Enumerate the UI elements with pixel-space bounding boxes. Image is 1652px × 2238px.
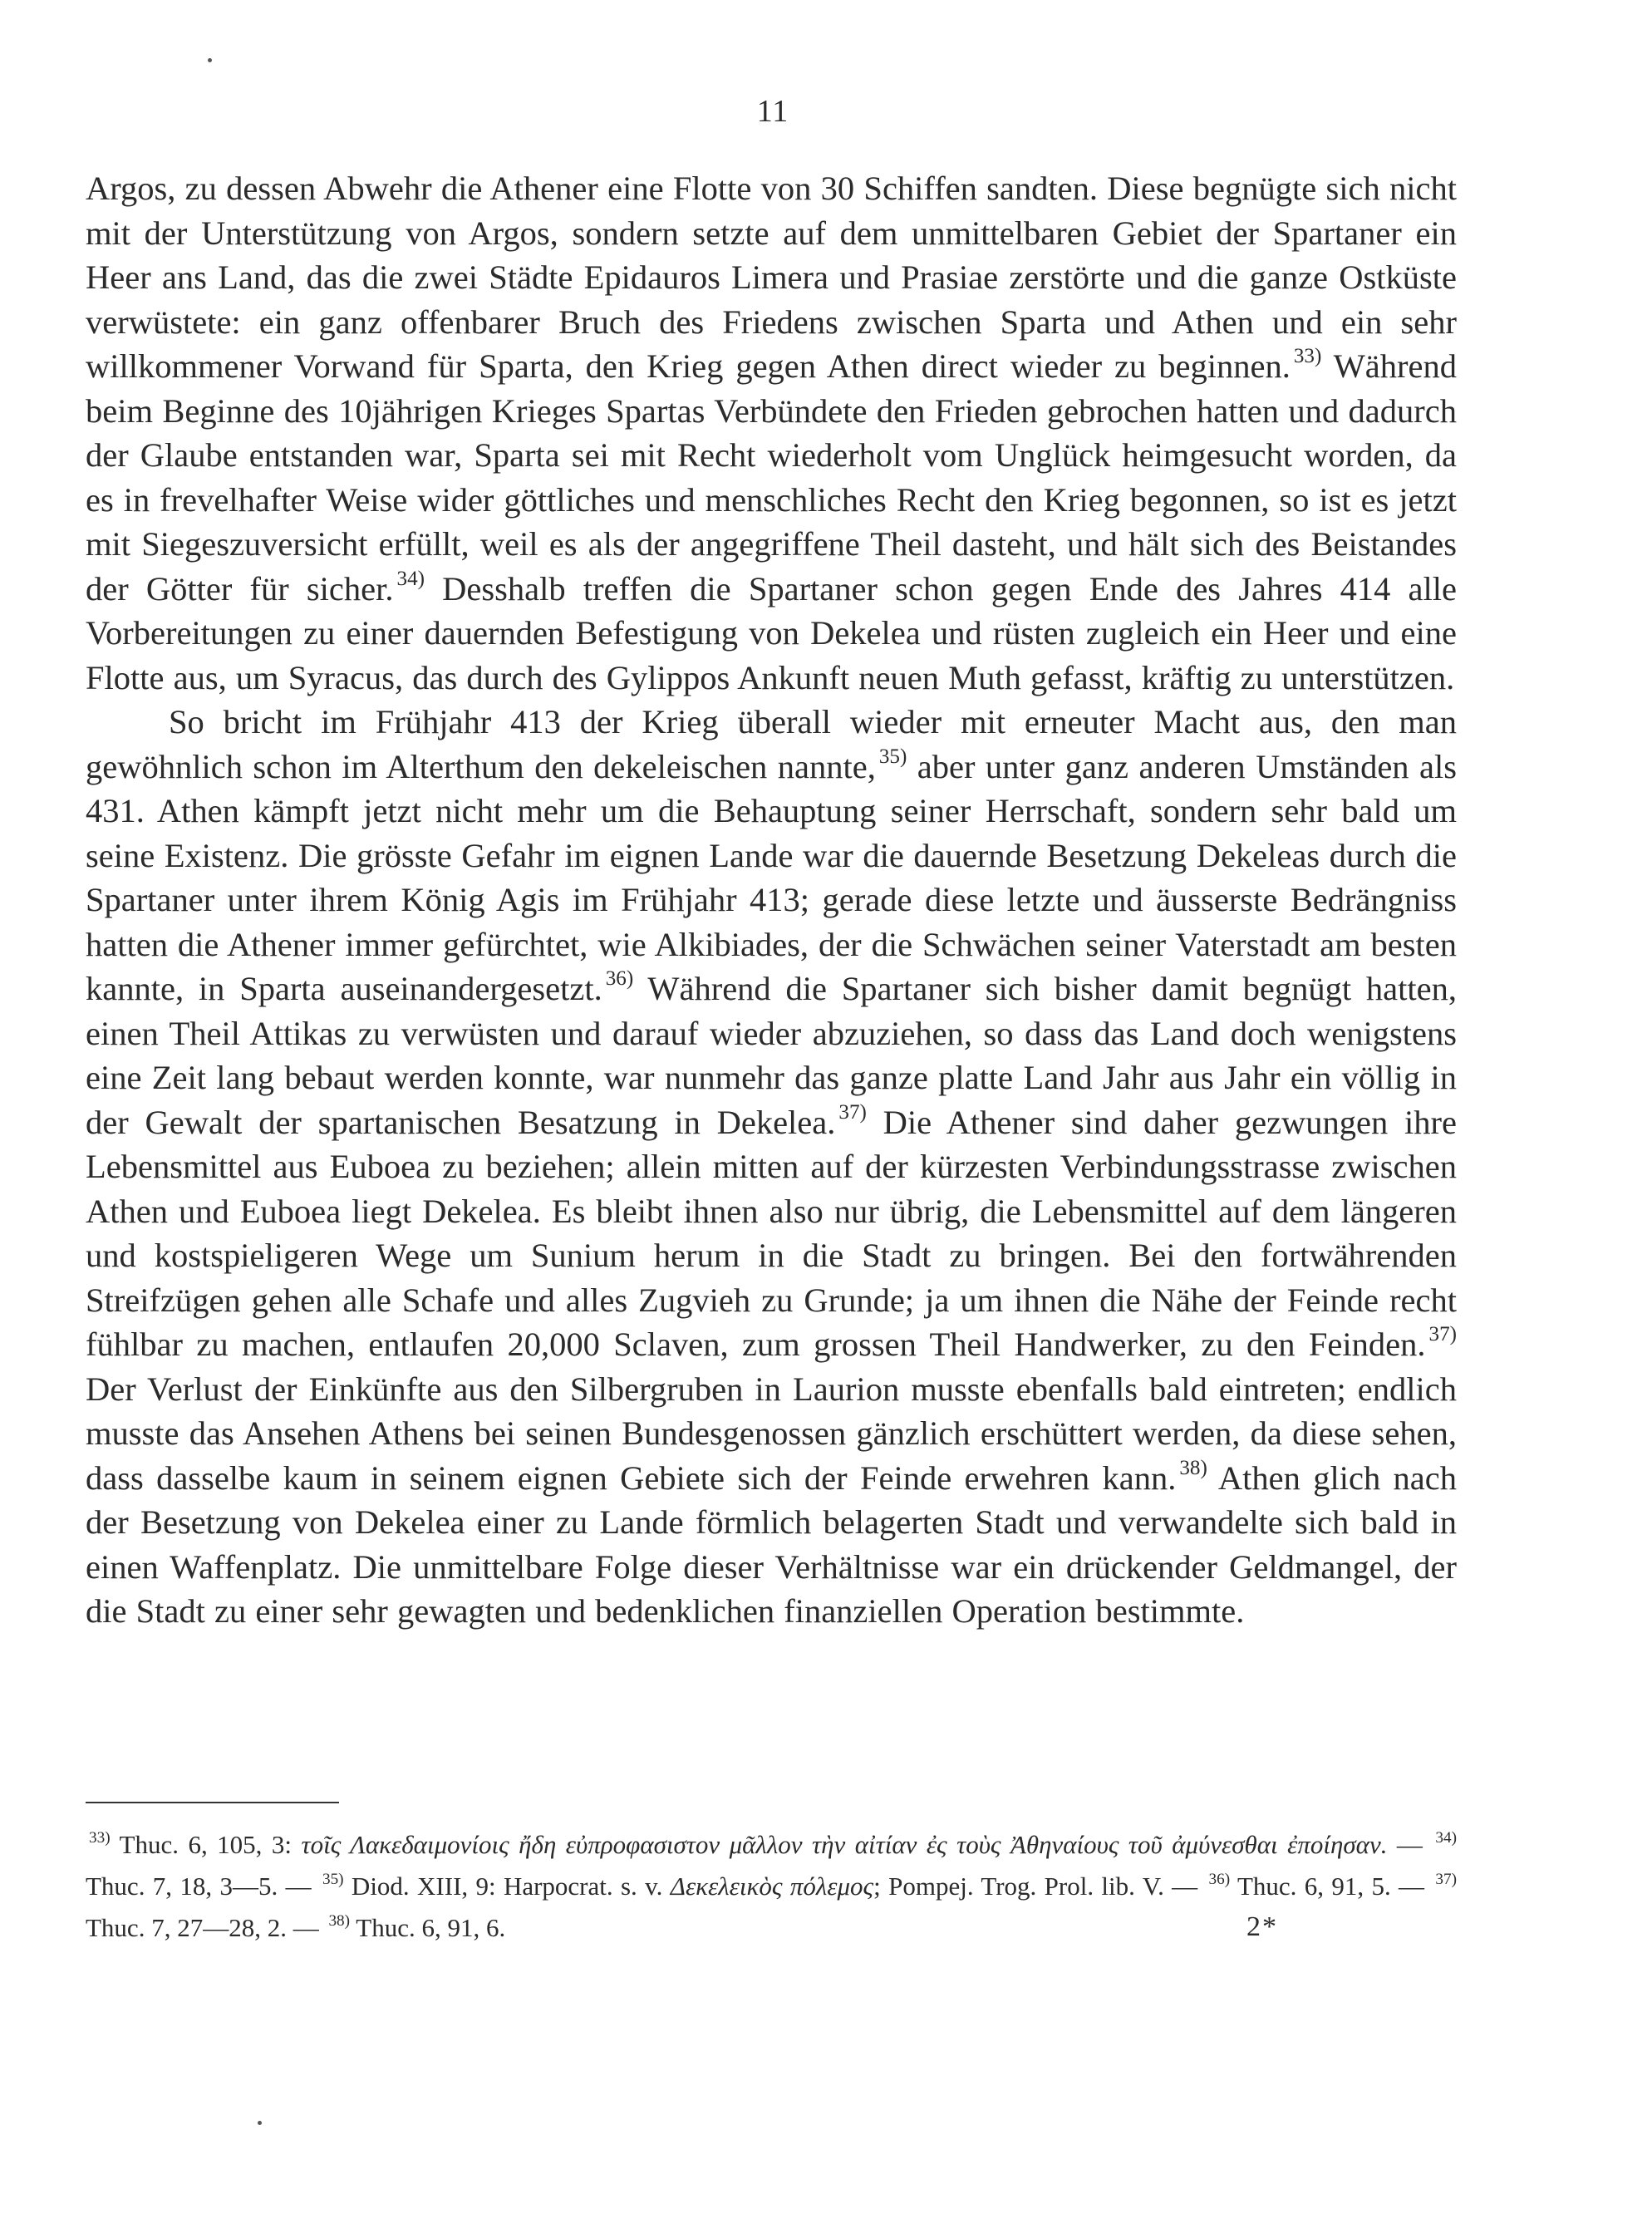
footnote-ref: 38): [328, 1911, 351, 1930]
text-run: Thuc. 7, 27—28, 2. —: [86, 1913, 326, 1942]
footnote-ref: 34): [396, 567, 425, 590]
footnote-ref: 37): [1435, 1870, 1458, 1888]
text-run: aber unter ganz anderen Umständen als 431. Athen kämpft jetzt nicht mehr um die Behauptung seiner Herrschaft, sondern sehr bald um seine Existenz. Die grösste Gefahr im eignen Lande war die dauernde Besetzung Dekeleas durch die Spartaner unter ihrem König Agis im Frühjahr 413; gerade diese letzte und äusserste Bedrängniss hatten die Athener immer gefürchtet, wie Alkibiades, der die Schwächen seiner Vaterstadt am besten kannte, in Sparta auseinandergesetzt.: [86, 747, 1457, 1007]
footnote-ref: 34): [1435, 1828, 1458, 1847]
footnote-ref: 36): [1208, 1870, 1231, 1888]
text-run: Athen glich nach der Besetzung von Dekelea einer zu Lande förmlich belagerten Stadt und verwandelte sich bald in einen Waffenplatz. Die unmittelbare Folge dieser Verhältnisse war ein drückender Geldmangel, der die Stadt zu einer sehr gewagten und bedenklichen finanziellen Operation bestimmte.: [86, 1458, 1457, 1630]
footnote-ref: 37): [1428, 1323, 1457, 1346]
paragraph: [86, 166, 1457, 700]
footnote-ref: 38): [1179, 1456, 1207, 1479]
text-run: Thuc. 6, 91, 6.: [350, 1913, 506, 1942]
footnote-ref: 35): [878, 745, 907, 768]
speck-mark: [208, 58, 212, 62]
text-run: Der Verlust der Einkünfte aus den Silbergruben in Laurion musste ebenfalls bald eintreten; endlich musste das Ansehen Athens bei seinen Bundesgenossen gänzlich erschüttert werden, da diese sehen, dass dasselbe kaum in seinem eignen Gebiete sich der Feinde erwehren kann.: [86, 1370, 1457, 1497]
text-run: So bricht im Frühjahr 413 der Krieg überall wieder mit erneuter Macht aus, den man gewöhnlich schon im Alterthum den dekeleischen nannte,: [86, 703, 1457, 785]
text-run: Desshalb treffen die Spartaner schon gegen Ende des Jahres 414 alle Vorbereitungen zu einer dauernden Befestigung von Dekelea und rüsten zugleich ein Heer und eine Flotte aus, um Syracus, das durch des Gylippos Ankunft neuen Muth gefasst, kräftig zu unterstützen.: [86, 569, 1457, 696]
greek-quote: τοῖς Λακεδαιμονίοις ἤδη εὐπροφασιστον μᾶλλον τὴν αἰτίαν ἐς τοὺς Ἀθηναίους τοῦ ἀμύνεσθαι ἐποίησαν.: [301, 1830, 1388, 1859]
footnote-divider: [86, 1802, 339, 1803]
signature-mark: 2*: [1246, 1911, 1278, 1942]
greek-quote: Δεκελεικὸς πόλεμος: [670, 1872, 874, 1901]
footnote-ref: 33): [1293, 345, 1322, 368]
text-run: Thuc. 6, 105, 3:: [110, 1830, 302, 1859]
text-run: Argos, zu dessen Abwehr die Athener eine Flotte von 30 Schiffen sandten. Diese begnügte sich nicht mit der Unterstützung von Argos, sondern setzte auf dem unmittelbaren Gebiet der Spartaner ein Heer ans Land, das die zwei Städte Epidauros Limera und Prasiae zerstörte und die ganze Ostküste verwüstete: ein ganz offenbarer Bruch des Friedens zwischen Sparta und Athen und ein sehr willkommener Vorwand für Sparta, den Krieg gegen Athen direct wieder zu beginnen.: [86, 170, 1457, 385]
text-run: Thuc. 6, 91, 5. —: [1230, 1872, 1433, 1901]
text-run: Während die Spartaner sich bisher damit begnügt hatten, einen Theil Attikas zu verwüsten und darauf wieder abzuziehen, so dass das Land doch wenigstens eine Zeit lang bebaut werden konnte, war nunmehr das ganze platte Land Jahr aus Jahr ein völlig in der Gewalt der spartanischen Besatzung in Dekelea.: [86, 970, 1457, 1141]
footnote-ref: 33): [89, 1828, 111, 1847]
text-run: Während beim Beginne des 10jährigen Krieges Spartas Verbündete den Frieden gebrochen hatten und dadurch der Glaube entstanden war, Sparta sei mit Recht wiederholt vom Unglück heimgesucht worden, da es in frevelhafter Weise wider göttliches und menschliches Recht den Krieg begonnen, so ist es jetzt mit Siegeszuversicht erfüllt, weil es als der angegriffene Theil dasteht, und hält sich des Beistandes der Götter für sicher.: [86, 347, 1457, 607]
text-run: Die Athener sind daher gezwungen ihre Lebensmittel aus Euboea zu beziehen; allein mitten auf der kürzesten Verbindungsstrasse zwischen Athen und Euboea liegt Dekelea. Es bleibt ihnen also nur übrig, die Lebensmittel auf dem längeren und kostspieligeren Wege um Sunium herum in die Stadt zu bringen. Bei den fortwährenden Streifzügen gehen alle Schafe und alles Zugvieh zu Grunde; ja um ihnen die Nähe der Feinde recht fühlbar zu machen, entlaufen 20,000 Sclaven, zum grossen Theil Handwerker, zu den Feinden.: [86, 1103, 1457, 1363]
page-number: 11: [756, 94, 789, 129]
paragraph: [86, 700, 1457, 1634]
speck-mark: [258, 2121, 262, 2125]
text-run: ; Pompej. Trog. Prol. lib. V. —: [873, 1872, 1206, 1901]
footnote-ref: 37): [838, 1100, 867, 1124]
body-text: [86, 166, 1457, 1634]
footnote-ref: 35): [322, 1870, 344, 1888]
footnote-ref: 36): [605, 967, 634, 991]
text-run: Thuc. 7, 18, 3—5. —: [86, 1872, 319, 1901]
text-run: Diod. XIII, 9: Harpocrat. s. v.: [343, 1872, 671, 1901]
text-run: —: [1387, 1830, 1433, 1859]
